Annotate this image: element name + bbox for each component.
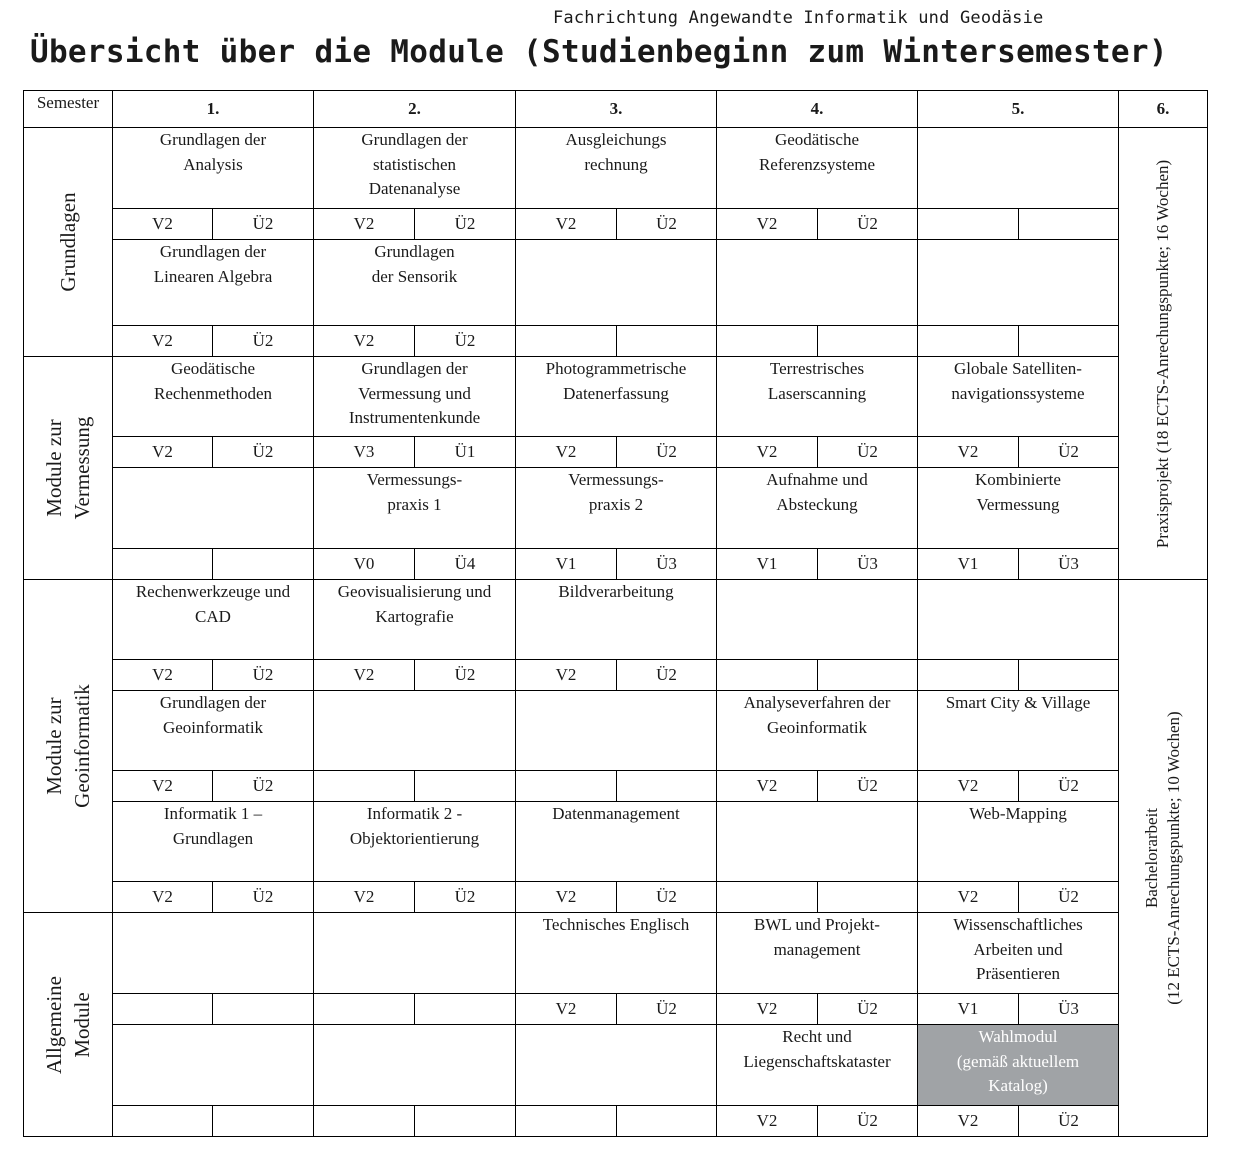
group-label-cell: [24, 128, 113, 357]
lecture-hours: V1: [918, 549, 1019, 580]
semester-header-3: 3.: [516, 91, 717, 128]
semester-header-1: 1.: [113, 91, 314, 128]
lecture-hours: V2: [918, 882, 1019, 913]
exercise-hours: Ü2: [213, 771, 314, 802]
sws-row: [24, 994, 1208, 1025]
module-name: Wahlmodul (gemäß aktuellem Katalog): [918, 1025, 1119, 1106]
module-name: Vermessungs- praxis 2: [516, 468, 717, 549]
exercise-hours: Ü3: [617, 549, 717, 580]
sws-row: [24, 882, 1208, 913]
exercise-hours: [617, 326, 717, 357]
module-name: Rechenwerkzeuge und CAD: [113, 580, 314, 660]
lecture-hours: V2: [516, 437, 617, 468]
exercise-hours: Ü2: [617, 994, 717, 1025]
exercise-hours: Ü2: [818, 771, 918, 802]
lecture-hours: [314, 994, 415, 1025]
lecture-hours: V2: [717, 437, 818, 468]
lecture-hours: [516, 326, 617, 357]
exercise-hours: Ü2: [818, 437, 918, 468]
sws-row: [24, 209, 1208, 240]
lecture-hours: V2: [516, 660, 617, 691]
module-row: [24, 580, 1208, 660]
module-name: Grundlagen der Linearen Algebra: [113, 240, 314, 326]
module-name: Grundlagen der statistischen Datenanalyse: [314, 128, 516, 209]
module-name: [516, 691, 717, 771]
module-overview-table: [23, 90, 1208, 1137]
exercise-hours: [617, 771, 717, 802]
module-name: BWL und Projekt- management: [717, 913, 918, 994]
exercise-hours: Ü2: [213, 326, 314, 357]
module-name: Grundlagen der Geoinformatik: [113, 691, 314, 771]
exercise-hours: [818, 882, 918, 913]
module-name: Vermessungs- praxis 1: [314, 468, 516, 549]
exercise-hours: [213, 549, 314, 580]
module-name: Grundlagen der Sensorik: [314, 240, 516, 326]
semester-label: Semester: [24, 91, 113, 128]
exercise-hours: Ü2: [617, 882, 717, 913]
group-label: Allgemeine Module: [42, 975, 94, 1074]
module-name: [113, 913, 314, 994]
exercise-hours: [1019, 209, 1119, 240]
group-label-cell: [24, 357, 113, 580]
module-name: [717, 240, 918, 326]
module-name: Wissenschaftliches Arbeiten und Präsentieren: [918, 913, 1119, 994]
group-label: Module zur Vermessung: [42, 416, 94, 520]
lecture-hours: V2: [113, 209, 213, 240]
exercise-hours: Ü2: [213, 660, 314, 691]
sws-row: [24, 326, 1208, 357]
lecture-hours: V2: [516, 882, 617, 913]
exercise-hours: Ü2: [415, 660, 516, 691]
module-row: [24, 128, 1208, 209]
lecture-hours: V2: [113, 882, 213, 913]
module-name: Datenmanagement: [516, 802, 717, 882]
lecture-hours: V1: [516, 549, 617, 580]
exercise-hours: Ü2: [617, 209, 717, 240]
lecture-hours: V2: [516, 994, 617, 1025]
lecture-hours: V2: [113, 326, 213, 357]
module-name: Aufnahme und Absteckung: [717, 468, 918, 549]
exercise-hours: Ü2: [415, 326, 516, 357]
lecture-hours: V1: [918, 994, 1019, 1025]
exercise-hours: Ü2: [213, 882, 314, 913]
lecture-hours: [717, 660, 818, 691]
module-name: [314, 1025, 516, 1106]
module-row: [24, 691, 1208, 771]
module-name: Grundlagen der Vermessung und Instrumentenkunde: [314, 357, 516, 437]
lecture-hours: V2: [113, 660, 213, 691]
lecture-hours: V2: [314, 660, 415, 691]
lecture-hours: V0: [314, 549, 415, 580]
module-name: Ausgleichungs rechnung: [516, 128, 717, 209]
bachelorarbeit-cell: [1119, 580, 1208, 1137]
exercise-hours: Ü2: [617, 660, 717, 691]
group-label-cell: [24, 913, 113, 1137]
exercise-hours: Ü2: [617, 437, 717, 468]
module-name: [314, 913, 516, 994]
exercise-hours: [818, 660, 918, 691]
exercise-hours: Ü2: [415, 882, 516, 913]
lecture-hours: [516, 1106, 617, 1137]
lecture-hours: V2: [314, 209, 415, 240]
module-name: [516, 240, 717, 326]
module-name: [113, 1025, 314, 1106]
exercise-hours: Ü4: [415, 549, 516, 580]
exercise-hours: [1019, 660, 1119, 691]
lecture-hours: V1: [717, 549, 818, 580]
module-row: [24, 1025, 1208, 1106]
exercise-hours: Ü2: [818, 1106, 918, 1137]
lecture-hours: V2: [717, 994, 818, 1025]
module-row: [24, 240, 1208, 326]
module-row: [24, 802, 1208, 882]
lecture-hours: V2: [717, 209, 818, 240]
exercise-hours: Ü1: [415, 437, 516, 468]
module-row: [24, 357, 1208, 437]
exercise-hours: Ü3: [1019, 994, 1119, 1025]
lecture-hours: V2: [314, 882, 415, 913]
module-name: Web-Mapping: [918, 802, 1119, 882]
exercise-hours: Ü2: [1019, 1106, 1119, 1137]
exercise-hours: [1019, 326, 1119, 357]
exercise-hours: [415, 994, 516, 1025]
exercise-hours: Ü2: [213, 209, 314, 240]
module-name: [918, 580, 1119, 660]
module-name: Analyseverfahren der Geoinformatik: [717, 691, 918, 771]
semester-header-5: 5.: [918, 91, 1119, 128]
sws-row: [24, 549, 1208, 580]
exercise-hours: Ü3: [818, 549, 918, 580]
module-name: Bildverarbeitung: [516, 580, 717, 660]
lecture-hours: [918, 326, 1019, 357]
module-name: Geodätische Rechenmethoden: [113, 357, 314, 437]
lecture-hours: V2: [113, 771, 213, 802]
lecture-hours: [717, 882, 818, 913]
module-row: [24, 468, 1208, 549]
module-name: [717, 802, 918, 882]
lecture-hours: V2: [717, 1106, 818, 1137]
module-name: Informatik 2 - Objektorientierung: [314, 802, 516, 882]
page-title: Übersicht über die Module (Studienbeginn zum Wintersemester): [30, 34, 1168, 70]
exercise-hours: Ü2: [818, 994, 918, 1025]
exercise-hours: [415, 771, 516, 802]
module-name: Kombinierte Vermessung: [918, 468, 1119, 549]
semester-header-4: 4.: [717, 91, 918, 128]
sws-row: [24, 437, 1208, 468]
module-name: Terrestrisches Laserscanning: [717, 357, 918, 437]
group-label: Grundlagen: [56, 192, 80, 292]
module-name: [717, 580, 918, 660]
exercise-hours: [213, 1106, 314, 1137]
bachelorarbeit-label: Bachelorarbeit (12 ECTS-Anrechungspunkte; 10 Wochen): [1142, 711, 1183, 1005]
exercise-hours: Ü2: [415, 209, 516, 240]
praxisprojekt-label: Praxisprojekt (18 ECTS-Anrechungspunkte; 16 Wochen): [1153, 159, 1172, 548]
semester-header-2: 2.: [314, 91, 516, 128]
module-name: Smart City & Village: [918, 691, 1119, 771]
lecture-hours: [918, 660, 1019, 691]
module-name: [918, 128, 1119, 209]
lecture-hours: [314, 771, 415, 802]
lecture-hours: [314, 1106, 415, 1137]
sws-row: [24, 660, 1208, 691]
module-name: [314, 691, 516, 771]
lecture-hours: V2: [113, 437, 213, 468]
lecture-hours: V2: [918, 1106, 1019, 1137]
exercise-hours: Ü2: [1019, 882, 1119, 913]
semester-header-row: [24, 91, 1208, 128]
exercise-hours: Ü2: [1019, 771, 1119, 802]
module-name: [113, 468, 314, 549]
exercise-hours: Ü2: [818, 209, 918, 240]
praxisprojekt-cell: [1119, 128, 1208, 580]
module-name: Recht und Liegenschaftskataster: [717, 1025, 918, 1106]
lecture-hours: V2: [516, 209, 617, 240]
semester-header-6: 6.: [1119, 91, 1208, 128]
module-row: [24, 913, 1208, 994]
lecture-hours: V2: [918, 437, 1019, 468]
module-name: Technisches Englisch: [516, 913, 717, 994]
lecture-hours: V3: [314, 437, 415, 468]
sws-row: [24, 1106, 1208, 1137]
lecture-hours: V2: [717, 771, 818, 802]
module-name: Informatik 1 – Grundlagen: [113, 802, 314, 882]
group-label: Module zur Geoinformatik: [42, 684, 94, 808]
department-subtitle: Fachrichtung Angewandte Informatik und Geodäsie: [553, 8, 1044, 28]
exercise-hours: [415, 1106, 516, 1137]
module-name: Photogrammetrische Datenerfassung: [516, 357, 717, 437]
module-name: Geodätische Referenzsysteme: [717, 128, 918, 209]
exercise-hours: Ü2: [213, 437, 314, 468]
lecture-hours: V2: [314, 326, 415, 357]
exercise-hours: Ü2: [1019, 437, 1119, 468]
lecture-hours: [113, 1106, 213, 1137]
module-name: Grundlagen der Analysis: [113, 128, 314, 209]
lecture-hours: [717, 326, 818, 357]
group-label-cell: [24, 580, 113, 913]
lecture-hours: [918, 209, 1019, 240]
exercise-hours: [818, 326, 918, 357]
exercise-hours: [617, 1106, 717, 1137]
lecture-hours: [113, 994, 213, 1025]
lecture-hours: [113, 549, 213, 580]
lecture-hours: V2: [918, 771, 1019, 802]
exercise-hours: [213, 994, 314, 1025]
lecture-hours: [516, 771, 617, 802]
module-name: [516, 1025, 717, 1106]
exercise-hours: Ü3: [1019, 549, 1119, 580]
sws-row: [24, 771, 1208, 802]
module-name: Geovisualisierung und Kartografie: [314, 580, 516, 660]
module-name: Globale Satelliten- navigationssysteme: [918, 357, 1119, 437]
module-name: [918, 240, 1119, 326]
